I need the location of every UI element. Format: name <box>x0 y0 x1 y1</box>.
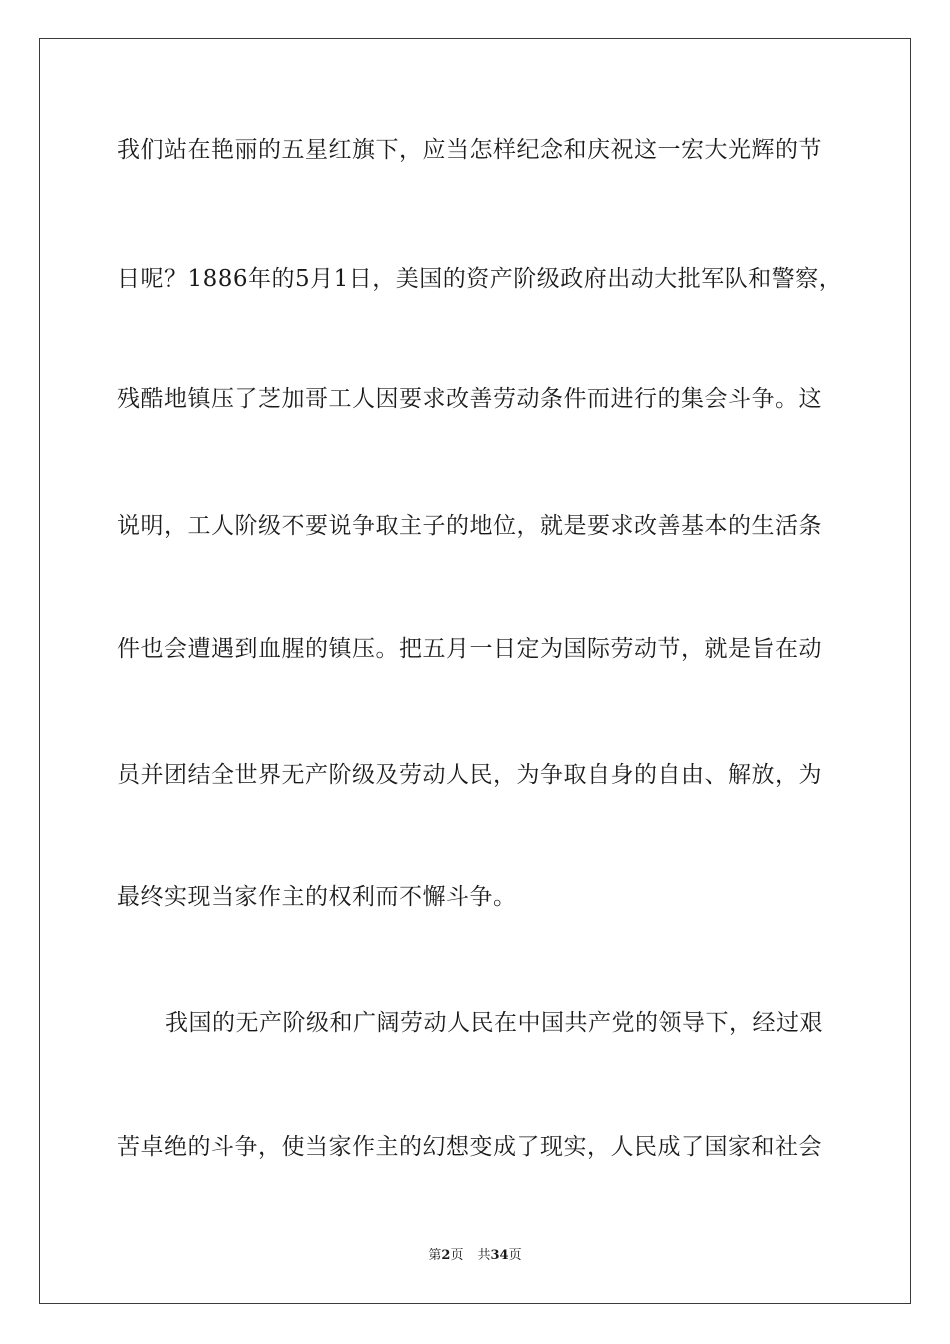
text-line-4: 说明，工人阶级不要说争取主子的地位，就是要求改善基本的生活条 <box>117 513 822 539</box>
text-line-1: 我们站在艳丽的五星红旗下，应当怎样纪念和庆祝这一宏大光辉的节 <box>117 137 822 163</box>
text-line-3: 残酷地镇压了芝加哥工人因要求改善劳动条件而进行的集会斗争。这 <box>117 386 822 412</box>
footer-total-pages: 34 <box>490 1248 509 1263</box>
text-line-2: 日呢？1886年的5月1日，美国的资产阶级政府出动大批军队和警察， <box>117 266 843 292</box>
text-line-9: 苦卓绝的斗争，使当家作主的幻想变成了现实，人民成了国家和社会 <box>117 1134 822 1160</box>
footer-total-suffix: 页 <box>508 1248 522 1263</box>
text-line-5: 件也会遭遇到血腥的镇压。把五月一日定为国际劳动节，就是旨在动 <box>117 636 822 662</box>
footer-page-suffix: 页 <box>450 1248 464 1263</box>
footer-total-prefix: 共 <box>477 1248 491 1263</box>
text-line-8: 我国的无产阶级和广阔劳动人民在中国共产党的领导下，经过艰 <box>165 1010 823 1036</box>
footer-page-prefix: 第 <box>428 1248 442 1263</box>
text-line-6: 员并团结全世界无产阶级及劳动人民，为争取自身的自由、解放，为 <box>117 762 822 788</box>
page-footer <box>0 1247 950 1265</box>
footer-page-number: 2 <box>441 1248 451 1263</box>
page-border <box>39 38 911 1304</box>
text-line-7: 最终实现当家作主的权利而不懈斗争。 <box>117 884 517 910</box>
